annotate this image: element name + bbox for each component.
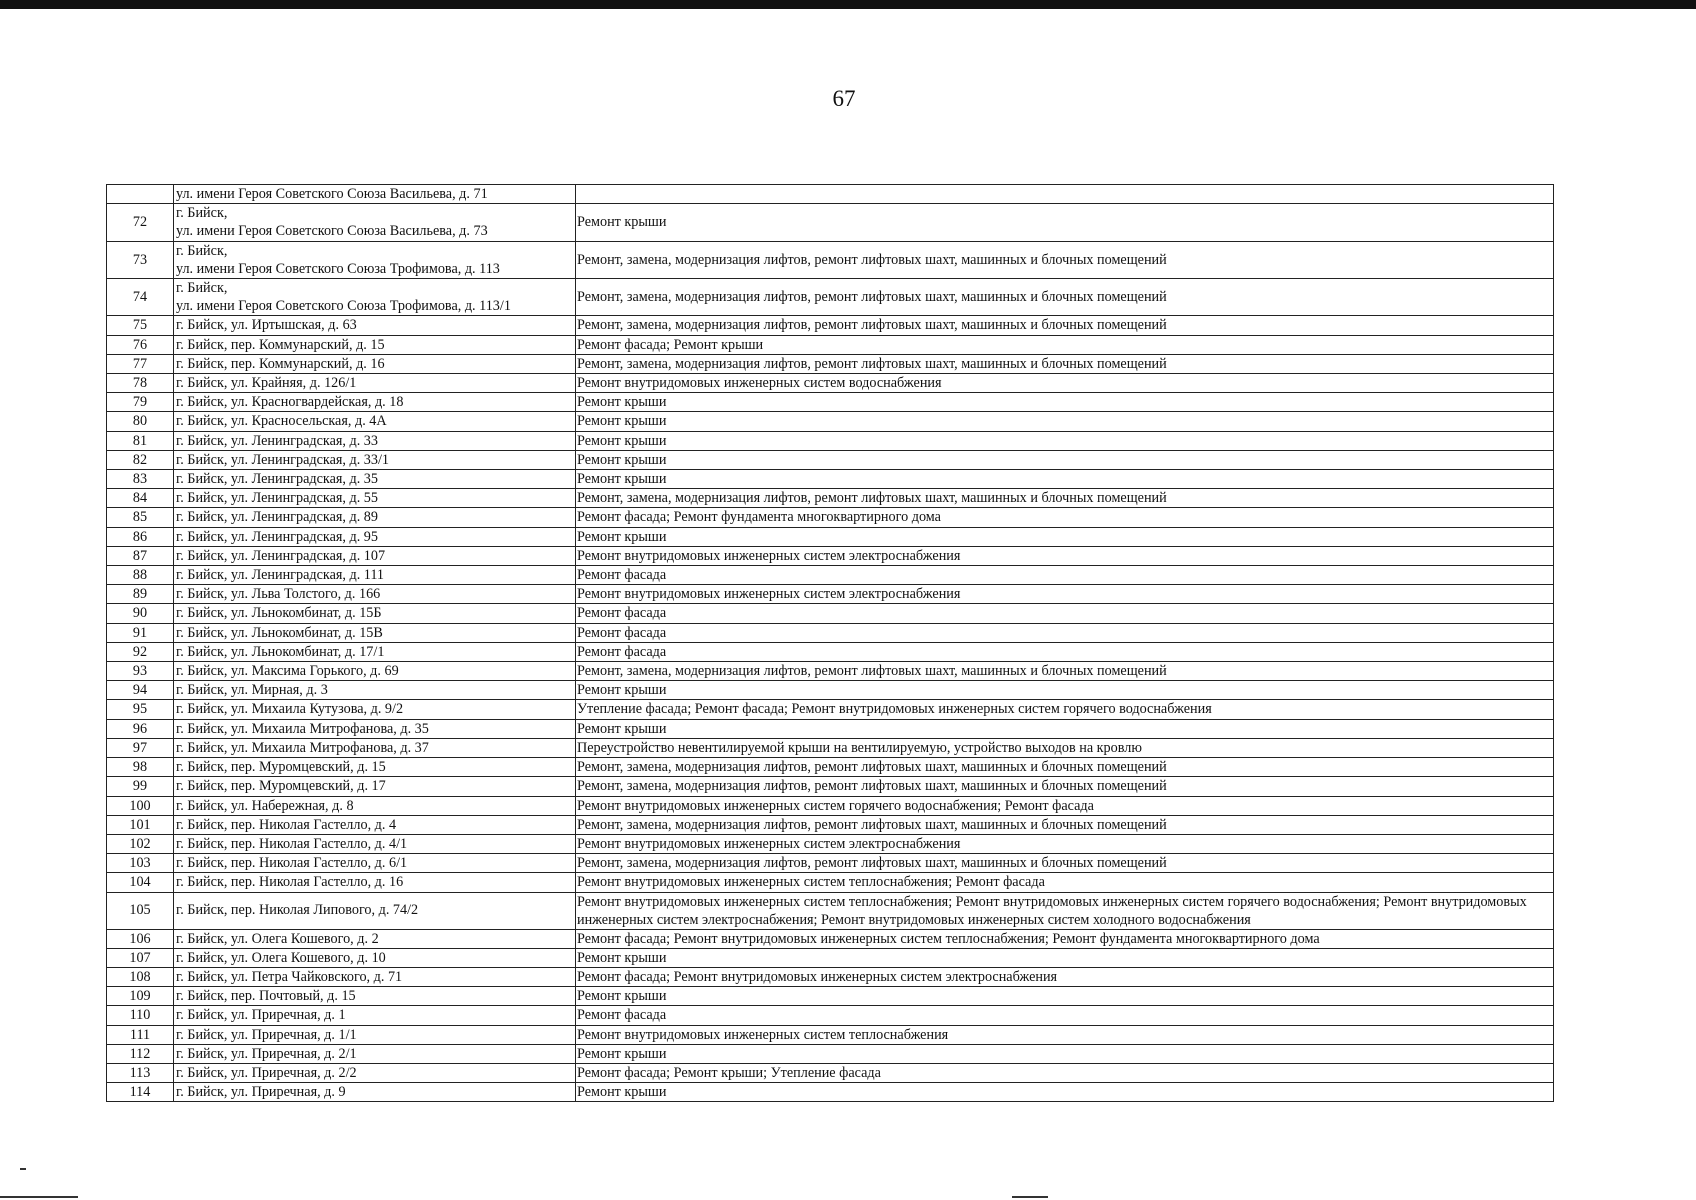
address-cell xyxy=(174,204,576,241)
address-cell xyxy=(174,489,576,508)
work-type-cell: Ремонт фасада xyxy=(576,1006,1554,1025)
address-line: г. Бийск, xyxy=(176,205,228,222)
address-line: г. Бийск, ул. Михаила Кутузова, д. 9/2 xyxy=(176,701,404,718)
address-cell xyxy=(174,854,576,873)
address-line: г. Бийск, пер. Коммунарский, д. 15 xyxy=(176,336,385,353)
work-type-cell: Ремонт крыши xyxy=(576,393,1554,412)
scan-top-edge xyxy=(0,0,1696,9)
address-cell xyxy=(174,566,576,585)
table-row xyxy=(107,700,1554,719)
row-number: 88 xyxy=(107,566,174,585)
row-number: 73 xyxy=(107,241,174,278)
address-line: г. Бийск, ул. Приречная, д. 1 xyxy=(176,1007,346,1024)
page-number: 67 xyxy=(832,86,856,111)
address-cell xyxy=(174,873,576,892)
table-row xyxy=(107,489,1554,508)
table-row xyxy=(107,892,1554,929)
row-number: 81 xyxy=(107,431,174,450)
address-cell xyxy=(174,470,576,489)
address-cell xyxy=(174,815,576,834)
table-row xyxy=(107,967,1554,986)
address-line: г. Бийск, ул. Льнокомбинат, д. 17/1 xyxy=(176,643,385,660)
work-type-cell: Ремонт внутридомовых инженерных систем теплоснабжения; Ремонт фасада xyxy=(576,873,1554,892)
row-number: 100 xyxy=(107,796,174,815)
address-cell xyxy=(174,948,576,967)
row-number: 113 xyxy=(107,1063,174,1082)
table-row xyxy=(107,508,1554,527)
address-line: г. Бийск, ул. Олега Кошевого, д. 10 xyxy=(176,949,386,966)
work-type-cell: Ремонт крыши xyxy=(576,450,1554,469)
address-line: г. Бийск, ул. Крайняя, д. 126/1 xyxy=(176,375,357,392)
work-type-cell: Ремонт крыши xyxy=(576,412,1554,431)
address-cell xyxy=(174,642,576,661)
row-number: 109 xyxy=(107,987,174,1006)
work-type-cell: Ремонт, замена, модернизация лифтов, ремонт лифтовых шахт, машинных и блочных помещений xyxy=(576,777,1554,796)
work-type-cell: Ремонт, замена, модернизация лифтов, ремонт лифтовых шахт, машинных и блочных помещений xyxy=(576,354,1554,373)
address-cell xyxy=(174,431,576,450)
address-cell xyxy=(174,700,576,719)
row-number: 103 xyxy=(107,854,174,873)
row-number: 72 xyxy=(107,204,174,241)
row-number: 90 xyxy=(107,604,174,623)
address-line: г. Бийск, пер. Муромцевский, д. 15 xyxy=(176,759,386,776)
row-number: 104 xyxy=(107,873,174,892)
table-row xyxy=(107,854,1554,873)
address-cell xyxy=(174,585,576,604)
row-number: 74 xyxy=(107,279,174,316)
address-cell xyxy=(174,834,576,853)
address-line: г. Бийск, ул. Мирная, д. 3 xyxy=(176,682,328,699)
address-cell xyxy=(174,777,576,796)
work-type-cell: Ремонт фасада; Ремонт внутридомовых инженерных систем теплоснабжения; Ремонт фундамента многоквартирного дома xyxy=(576,929,1554,948)
table-row xyxy=(107,1063,1554,1082)
row-number: 110 xyxy=(107,1006,174,1025)
work-type-cell: Ремонт, замена, модернизация лифтов, ремонт лифтовых шахт, машинных и блочных помещений xyxy=(576,316,1554,335)
address-line: г. Бийск, пер. Коммунарский, д. 16 xyxy=(176,355,385,372)
table-row xyxy=(107,1044,1554,1063)
work-type-cell: Ремонт, замена, модернизация лифтов, ремонт лифтовых шахт, машинных и блочных помещений xyxy=(576,241,1554,278)
work-type-cell: Ремонт крыши xyxy=(576,204,1554,241)
address-cell xyxy=(174,623,576,642)
table-row xyxy=(107,241,1554,278)
address-line: г. Бийск, ул. Михаила Митрофанова, д. 37 xyxy=(176,739,429,756)
table-row xyxy=(107,335,1554,354)
address-line: г. Бийск, ул. Петра Чайковского, д. 71 xyxy=(176,968,403,985)
table-row xyxy=(107,815,1554,834)
row-number: 82 xyxy=(107,450,174,469)
work-type-cell: Ремонт фасада; Ремонт крыши; Утепление фасада xyxy=(576,1063,1554,1082)
address-line: г. Бийск, ул. Ленинградская, д. 33/1 xyxy=(176,451,390,468)
work-type-cell: Ремонт крыши xyxy=(576,987,1554,1006)
table-row xyxy=(107,431,1554,450)
scan-edge-mark-right xyxy=(1012,1196,1048,1198)
address-cell xyxy=(174,412,576,431)
address-line: г. Бийск, пер. Николая Гастелло, д. 6/1 xyxy=(176,855,408,872)
address-cell xyxy=(174,1006,576,1025)
work-type-cell: Ремонт, замена, модернизация лифтов, ремонт лифтовых шахт, машинных и блочных помещений xyxy=(576,489,1554,508)
table-row xyxy=(107,623,1554,642)
table-row xyxy=(107,393,1554,412)
address-line: ул. имени Героя Советского Союза Трофимова, д. 113/1 xyxy=(176,298,511,315)
address-cell xyxy=(174,279,576,316)
work-type-cell: Ремонт внутридомовых инженерных систем электроснабжения xyxy=(576,834,1554,853)
address-cell xyxy=(174,719,576,738)
table-row xyxy=(107,604,1554,623)
table-row xyxy=(107,354,1554,373)
row-number: 80 xyxy=(107,412,174,431)
repair-table-body xyxy=(107,185,1554,1102)
table-row xyxy=(107,527,1554,546)
work-type-cell: Ремонт, замена, модернизация лифтов, ремонт лифтовых шахт, машинных и блочных помещений xyxy=(576,854,1554,873)
row-number: 75 xyxy=(107,316,174,335)
row-number: 114 xyxy=(107,1083,174,1102)
table-row xyxy=(107,470,1554,489)
address-line: г. Бийск, ул. Иртышская, д. 63 xyxy=(176,317,357,334)
address-line: г. Бийск, пер. Николая Гастелло, д. 4 xyxy=(176,816,397,833)
table-row xyxy=(107,450,1554,469)
row-number: 111 xyxy=(107,1025,174,1044)
row-number: 112 xyxy=(107,1044,174,1063)
address-cell xyxy=(174,527,576,546)
address-cell xyxy=(174,681,576,700)
address-line: г. Бийск, ул. Максима Горького, д. 69 xyxy=(176,663,399,680)
address-line: г. Бийск, ул. Ленинградская, д. 55 xyxy=(176,490,378,507)
address-cell xyxy=(174,508,576,527)
work-type-cell: Ремонт крыши xyxy=(576,431,1554,450)
row-number: 97 xyxy=(107,738,174,757)
row-number: 83 xyxy=(107,470,174,489)
address-line: ул. имени Героя Советского Союза Васильева, д. 73 xyxy=(176,223,488,240)
table-row xyxy=(107,546,1554,565)
repair-table-container xyxy=(106,184,1553,1102)
address-cell xyxy=(174,929,576,948)
address-line: г. Бийск, ул. Приречная, д. 9 xyxy=(176,1084,346,1101)
repair-table xyxy=(106,184,1554,1102)
address-line: г. Бийск, ул. Приречная, д. 2/2 xyxy=(176,1064,357,1081)
address-cell xyxy=(174,738,576,757)
address-line: ул. имени Героя Советского Союза Трофимова, д. 113 xyxy=(176,260,500,277)
table-row xyxy=(107,948,1554,967)
row-number: 84 xyxy=(107,489,174,508)
address-cell xyxy=(174,758,576,777)
table-row xyxy=(107,316,1554,335)
address-cell xyxy=(174,892,576,929)
work-type-cell: Ремонт фасада; Ремонт внутридомовых инженерных систем электроснабжения xyxy=(576,967,1554,986)
table-row xyxy=(107,204,1554,241)
address-cell xyxy=(174,450,576,469)
address-line: г. Бийск, ул. Ленинградская, д. 33 xyxy=(176,432,378,449)
table-row xyxy=(107,374,1554,393)
address-cell xyxy=(174,546,576,565)
work-type-cell: Ремонт внутридомовых инженерных систем теплоснабжения; Ремонт внутридомовых инженерных систем горячего водоснабжения; Ремонт внутридомовых инженерных систем электроснабжения; Ремонт внутридомовых инженерных систем холодного водоснабжения xyxy=(576,892,1554,929)
row-number: 96 xyxy=(107,719,174,738)
address-cell xyxy=(174,316,576,335)
row-number: 95 xyxy=(107,700,174,719)
work-type-cell: Ремонт внутридомовых инженерных систем теплоснабжения xyxy=(576,1025,1554,1044)
table-row xyxy=(107,873,1554,892)
work-type-cell: Ремонт крыши xyxy=(576,527,1554,546)
scan-edge-mark-left xyxy=(0,1196,78,1198)
address-cell xyxy=(174,1025,576,1044)
address-line: г. Бийск, ул. Льнокомбинат, д. 15Б xyxy=(176,605,382,622)
address-line: г. Бийск, ул. Набережная, д. 8 xyxy=(176,797,354,814)
work-type-cell: Ремонт крыши xyxy=(576,948,1554,967)
row-number: 79 xyxy=(107,393,174,412)
work-type-cell: Утепление фасада; Ремонт фасада; Ремонт внутридомовых инженерных систем горячего водоснабжения xyxy=(576,700,1554,719)
address-cell xyxy=(174,796,576,815)
row-number: 86 xyxy=(107,527,174,546)
address-cell xyxy=(174,604,576,623)
address-cell xyxy=(174,662,576,681)
work-type-cell: Переустройство невентилируемой крыши на вентилируемую, устройство выходов на кровлю xyxy=(576,738,1554,757)
address-line: г. Бийск, ул. Красногвардейская, д. 18 xyxy=(176,394,404,411)
row-number: 94 xyxy=(107,681,174,700)
work-type-cell: Ремонт фасада xyxy=(576,566,1554,585)
address-line: г. Бийск, ул. Ленинградская, д. 35 xyxy=(176,471,378,488)
address-cell xyxy=(174,1083,576,1102)
table-row xyxy=(107,987,1554,1006)
table-row xyxy=(107,929,1554,948)
row-number: 102 xyxy=(107,834,174,853)
table-row xyxy=(107,185,1554,204)
address-line: г. Бийск, ул. Ленинградская, д. 111 xyxy=(176,567,385,584)
work-type-cell: Ремонт, замена, модернизация лифтов, ремонт лифтовых шахт, машинных и блочных помещений xyxy=(576,815,1554,834)
row-number: 106 xyxy=(107,929,174,948)
work-type-cell: Ремонт фасада; Ремонт фундамента многоквартирного дома xyxy=(576,508,1554,527)
table-row xyxy=(107,566,1554,585)
table-row xyxy=(107,1083,1554,1102)
table-row xyxy=(107,662,1554,681)
table-row xyxy=(107,777,1554,796)
row-number xyxy=(107,185,174,204)
row-number: 98 xyxy=(107,758,174,777)
address-line: г. Бийск, xyxy=(176,280,228,297)
work-type-cell: Ремонт крыши xyxy=(576,681,1554,700)
work-type-cell: Ремонт фасада xyxy=(576,604,1554,623)
row-number: 99 xyxy=(107,777,174,796)
address-cell xyxy=(174,393,576,412)
row-number: 93 xyxy=(107,662,174,681)
address-cell xyxy=(174,1044,576,1063)
table-row xyxy=(107,585,1554,604)
work-type-cell: Ремонт, замена, модернизация лифтов, ремонт лифтовых шахт, машинных и блочных помещений xyxy=(576,662,1554,681)
address-line: ул. имени Героя Советского Союза Васильева, д. 71 xyxy=(176,186,488,202)
address-line: г. Бийск, ул. Льнокомбинат, д. 15В xyxy=(176,624,383,641)
address-line: г. Бийск, xyxy=(176,242,228,259)
address-line: г. Бийск, ул. Красносельская, д. 4А xyxy=(176,413,387,430)
work-type-cell: Ремонт крыши xyxy=(576,719,1554,738)
row-number: 108 xyxy=(107,967,174,986)
address-line: г. Бийск, ул. Ленинградская, д. 89 xyxy=(176,509,378,526)
table-row xyxy=(107,1025,1554,1044)
work-type-cell: Ремонт фасада xyxy=(576,642,1554,661)
work-type-cell: Ремонт фасада xyxy=(576,623,1554,642)
table-row xyxy=(107,681,1554,700)
table-row xyxy=(107,1006,1554,1025)
table-row xyxy=(107,758,1554,777)
address-cell xyxy=(174,354,576,373)
work-type-cell: Ремонт внутридомовых инженерных систем горячего водоснабжения; Ремонт фасада xyxy=(576,796,1554,815)
row-number: 107 xyxy=(107,948,174,967)
address-line: г. Бийск, пер. Почтовый, д. 15 xyxy=(176,988,356,1005)
work-type-cell: Ремонт фасада; Ремонт крыши xyxy=(576,335,1554,354)
work-type-cell: Ремонт, замена, модернизация лифтов, ремонт лифтовых шахт, машинных и блочных помещений xyxy=(576,279,1554,316)
scan-speck xyxy=(20,1168,26,1170)
row-number: 78 xyxy=(107,374,174,393)
table-row xyxy=(107,738,1554,757)
table-row xyxy=(107,834,1554,853)
address-cell xyxy=(174,335,576,354)
row-number: 87 xyxy=(107,546,174,565)
row-number: 85 xyxy=(107,508,174,527)
work-type-cell: Ремонт крыши xyxy=(576,470,1554,489)
table-row xyxy=(107,719,1554,738)
address-line: г. Бийск, пер. Муромцевский, д. 17 xyxy=(176,778,386,795)
address-line: г. Бийск, ул. Ленинградская, д. 95 xyxy=(176,528,378,545)
table-row xyxy=(107,279,1554,316)
address-line: г. Бийск, пер. Николая Липового, д. 74/2 xyxy=(176,902,419,919)
work-type-cell: Ремонт крыши xyxy=(576,1044,1554,1063)
address-cell xyxy=(174,987,576,1006)
address-line: г. Бийск, ул. Приречная, д. 1/1 xyxy=(176,1026,357,1043)
work-type-cell: Ремонт внутридомовых инженерных систем водоснабжения xyxy=(576,374,1554,393)
address-line: г. Бийск, ул. Михаила Митрофанова, д. 35 xyxy=(176,720,429,737)
address-cell xyxy=(174,1063,576,1082)
row-number: 76 xyxy=(107,335,174,354)
work-type-cell: Ремонт внутридомовых инженерных систем электроснабжения xyxy=(576,546,1554,565)
table-row xyxy=(107,796,1554,815)
row-number: 101 xyxy=(107,815,174,834)
address-cell xyxy=(174,967,576,986)
address-cell xyxy=(174,374,576,393)
address-line: г. Бийск, ул. Льва Толстого, д. 166 xyxy=(176,586,381,603)
work-type-cell: Ремонт крыши xyxy=(576,1083,1554,1102)
work-type-cell: Ремонт, замена, модернизация лифтов, ремонт лифтовых шахт, машинных и блочных помещений xyxy=(576,758,1554,777)
work-type-cell: Ремонт внутридомовых инженерных систем электроснабжения xyxy=(576,585,1554,604)
address-line: г. Бийск, пер. Николая Гастелло, д. 4/1 xyxy=(176,835,408,852)
row-number: 91 xyxy=(107,623,174,642)
address-line: г. Бийск, ул. Приречная, д. 2/1 xyxy=(176,1045,357,1062)
address-line: г. Бийск, пер. Николая Гастелло, д. 16 xyxy=(176,874,404,891)
address-cell xyxy=(174,241,576,278)
table-row xyxy=(107,412,1554,431)
address-cell xyxy=(174,185,576,204)
work-type-cell xyxy=(576,185,1554,204)
row-number: 77 xyxy=(107,354,174,373)
address-line: г. Бийск, ул. Ленинградская, д. 107 xyxy=(176,547,386,564)
table-row xyxy=(107,642,1554,661)
address-line: г. Бийск, ул. Олега Кошевого, д. 2 xyxy=(176,930,379,947)
row-number: 89 xyxy=(107,585,174,604)
row-number: 105 xyxy=(107,892,174,929)
row-number: 92 xyxy=(107,642,174,661)
